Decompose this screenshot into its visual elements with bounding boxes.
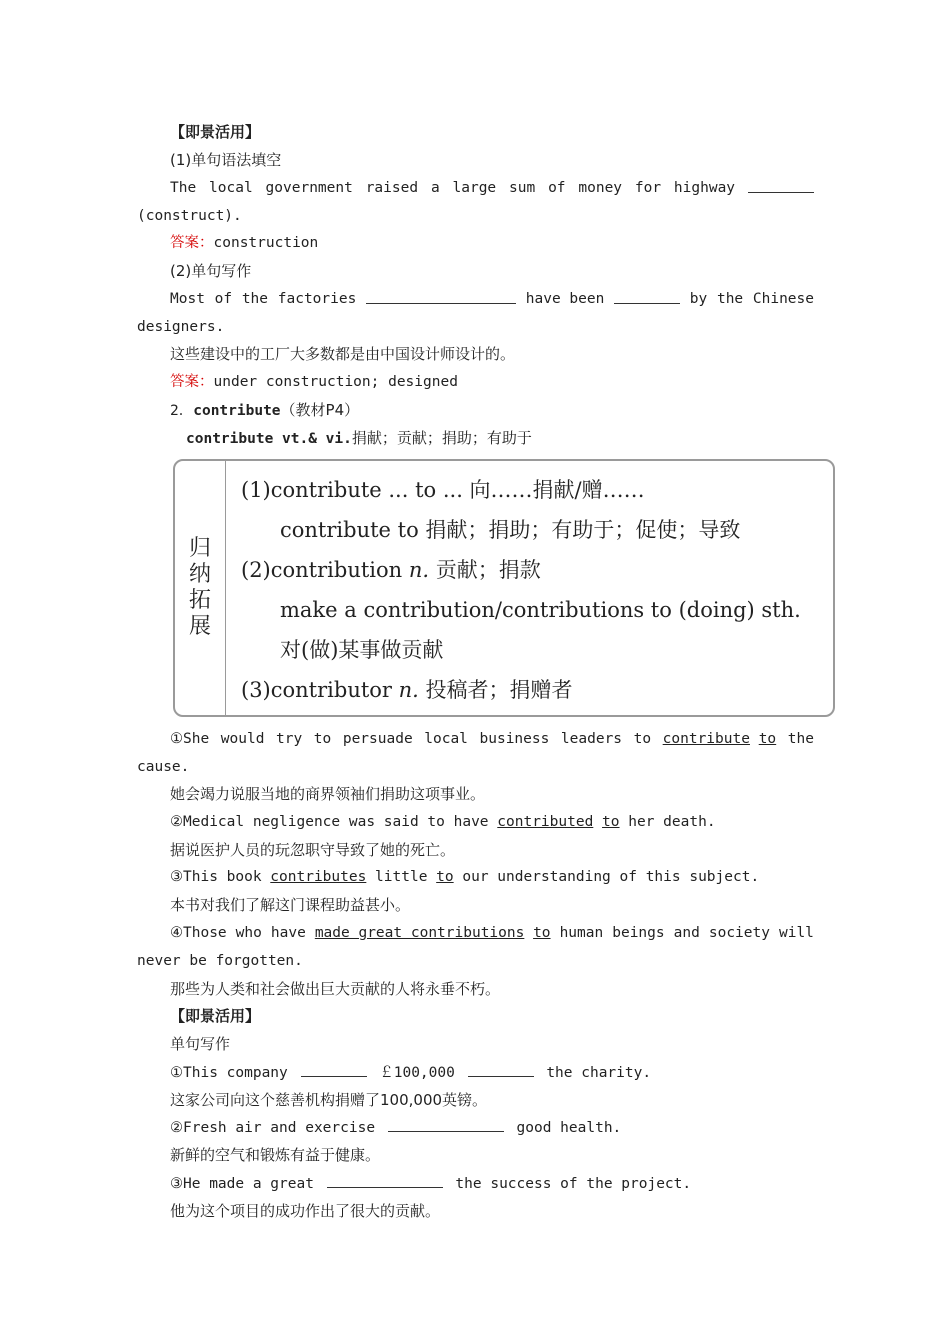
word: of xyxy=(548,180,566,196)
translation: 她会竭力说服当地的商界领袖们捐助这项事业。 xyxy=(170,785,486,803)
underlined-word: to xyxy=(758,731,777,747)
box-line-2: contribute to 捐献；捐助；有助于；促使；导致 xyxy=(280,518,741,542)
text: ②Fresh air and exercise xyxy=(170,1120,376,1136)
word: by xyxy=(689,291,708,307)
word: large xyxy=(452,180,497,196)
answer-blank[interactable] xyxy=(748,178,814,193)
answer-text: construction xyxy=(213,235,319,251)
word: and xyxy=(673,925,700,941)
example-line xyxy=(170,812,814,832)
section-header: 【即景活用】 xyxy=(170,1007,261,1025)
word: the xyxy=(241,291,269,307)
answer-blank[interactable] xyxy=(301,1062,367,1077)
word: have xyxy=(270,925,306,941)
word: persuade xyxy=(342,731,413,747)
box-line-5: 对(做)某事做贡献 xyxy=(280,638,444,662)
underlined-word: to xyxy=(602,814,620,830)
underlined-word: to xyxy=(436,869,454,885)
word: to xyxy=(633,731,652,747)
question-line xyxy=(170,289,814,309)
answer-label: 答案： xyxy=(170,235,214,251)
word: ④Those xyxy=(170,925,227,941)
example-line xyxy=(170,729,814,749)
word: a xyxy=(430,180,440,196)
text: ￡100,000 xyxy=(379,1065,455,1081)
word: to xyxy=(313,731,332,747)
answer-blank[interactable] xyxy=(388,1117,504,1132)
word: will xyxy=(778,925,814,941)
translation: 据说医护人员的玩忽职守导致了她的死亡。 xyxy=(170,841,456,859)
side-char: 拓 xyxy=(188,588,211,613)
word: ①She xyxy=(170,731,210,747)
word: Chinese xyxy=(752,291,814,307)
answer-line xyxy=(170,233,814,253)
box-line-1: (1)contribute ... to ... 向……捐献/赠…… xyxy=(241,478,645,502)
underlined-word: contributed xyxy=(497,814,594,830)
box-pos: n. xyxy=(398,678,419,702)
side-char: 纳 xyxy=(188,562,211,587)
section-header: 【即景活用】 xyxy=(170,123,261,141)
box-line-6 xyxy=(241,675,573,705)
text: little xyxy=(366,869,437,885)
text: the charity. xyxy=(546,1065,652,1081)
translation: 那些为人类和社会做出巨大贡献的人将永垂不朽。 xyxy=(170,980,501,998)
word: government xyxy=(265,180,353,196)
word: of xyxy=(214,291,233,307)
underlined-word: made great contributions xyxy=(314,925,525,941)
underlined-word: contribute xyxy=(662,731,750,747)
translation: 他为这个项目的成功作出了很大的贡献。 xyxy=(170,1202,441,1220)
question-line-end: (construct). xyxy=(137,208,242,224)
word: for xyxy=(634,180,662,196)
box-meaning: 投稿者；捐赠者 xyxy=(418,678,573,702)
word: try xyxy=(276,731,303,747)
answer-line xyxy=(170,372,814,392)
word: society xyxy=(708,925,770,941)
text: ③He made a great xyxy=(170,1176,314,1192)
question-line xyxy=(170,1173,814,1194)
word: sum xyxy=(509,180,536,196)
underlined-phrase xyxy=(315,923,551,943)
answer-label: 答案： xyxy=(170,374,214,390)
word: local xyxy=(209,180,253,196)
part-title: (1)单句语法填空 xyxy=(170,151,282,169)
word: leaders xyxy=(560,731,623,747)
part-title: (2)单句写作 xyxy=(170,262,252,280)
summary-box xyxy=(173,459,835,717)
answer-blank[interactable] xyxy=(366,289,516,304)
question-line-end: designers. xyxy=(137,319,225,335)
translation: 本书对我们了解这门课程助益甚小。 xyxy=(170,896,411,914)
word: Most xyxy=(170,291,205,307)
translation: 这家公司向这个慈善机构捐赠了100,000英镑。 xyxy=(170,1091,488,1109)
word: raised xyxy=(365,180,419,196)
side-char: 归 xyxy=(188,536,211,561)
box-line-4: make a contribution/contributions to (doing) sth. xyxy=(280,598,801,622)
vocab-heading xyxy=(170,400,814,421)
text: ②Medical negligence was said to have xyxy=(170,814,498,830)
example-line-end: cause. xyxy=(137,759,190,775)
underlined-phrase xyxy=(663,729,777,749)
word: beings xyxy=(612,925,665,941)
word: highway xyxy=(673,180,736,196)
item-number: 2． xyxy=(170,403,194,419)
source-ref: （教材P4） xyxy=(280,401,360,419)
word: money xyxy=(578,180,623,196)
box-term: (3)contributor xyxy=(241,678,399,702)
example-line xyxy=(170,867,814,887)
text: ③This book xyxy=(170,869,271,885)
side-char: 展 xyxy=(188,614,211,639)
box-pos: n. xyxy=(408,558,430,582)
word: the xyxy=(716,291,744,307)
text: good health. xyxy=(516,1120,622,1136)
underlined-word: contributes xyxy=(270,869,367,885)
text: our understanding of this subject. xyxy=(453,869,760,885)
text: the success of the project. xyxy=(455,1176,692,1192)
word: The xyxy=(170,180,197,196)
word: human xyxy=(559,925,604,941)
question-line xyxy=(170,1117,814,1138)
answer-blank[interactable] xyxy=(327,1173,443,1188)
box-line-3 xyxy=(241,555,541,585)
answer-text: under construction; designed xyxy=(213,374,458,390)
translation: 这些建设中的工厂大多数都是由中国设计师设计的。 xyxy=(170,345,516,363)
word: would xyxy=(220,731,265,747)
example-line-end: never be forgotten. xyxy=(137,953,303,969)
word: who xyxy=(235,925,262,941)
word: have been xyxy=(525,291,605,307)
vocab-definition xyxy=(186,428,814,449)
vocab-word: contribute xyxy=(193,403,281,419)
underlined-word: to xyxy=(533,925,551,941)
box-term: (2)contribution xyxy=(241,558,409,582)
answer-blank[interactable] xyxy=(614,289,680,304)
translation: 新鲜的空气和锻炼有益于健康。 xyxy=(170,1146,381,1164)
question-line xyxy=(170,178,814,198)
text: her death. xyxy=(619,814,716,830)
question-line xyxy=(170,1062,814,1083)
box-meaning: 贡献；捐款 xyxy=(429,558,541,582)
answer-blank[interactable] xyxy=(468,1062,534,1077)
box-side-label xyxy=(175,461,226,715)
word: the xyxy=(787,731,814,747)
example-line xyxy=(170,923,814,943)
part-title: 单句写作 xyxy=(170,1035,231,1053)
word: factories xyxy=(277,291,357,307)
word: local xyxy=(424,731,468,747)
word: business xyxy=(479,731,550,747)
definition: 捐献；贡献；捐助；有助于 xyxy=(351,429,532,447)
part-of-speech: contribute vt.& vi. xyxy=(186,431,352,447)
text: ①This company xyxy=(170,1065,288,1081)
